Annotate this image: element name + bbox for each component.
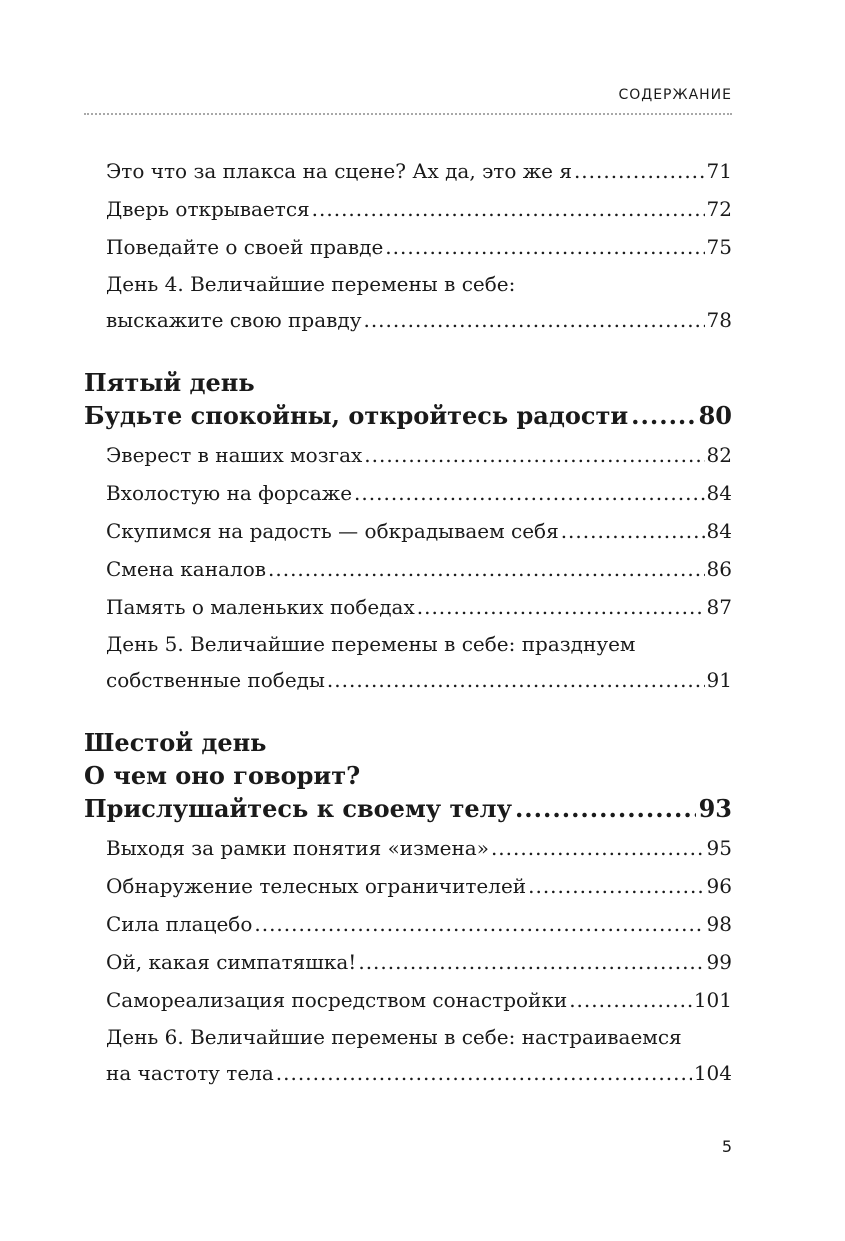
toc-leader	[358, 943, 704, 981]
toc-entry-page: 84	[706, 481, 732, 505]
toc-entry[interactable]	[106, 550, 732, 588]
toc-entry-page: 104	[693, 1061, 732, 1085]
toc-entry-title-line1: День 6. Величайшие перемены в себе: настраиваемся	[106, 1025, 682, 1049]
toc-section-5[interactable]	[84, 366, 732, 432]
toc-entry-page: 98	[706, 912, 732, 936]
toc-entry-title: Память о маленьких победах	[106, 595, 415, 619]
toc-entry-title-line2: выскажите свою правду	[106, 308, 362, 332]
running-head: СОДЕРЖАНИЕ	[618, 87, 732, 103]
toc-entry-multiline[interactable]	[106, 1019, 732, 1091]
toc-entry-page: 101	[693, 988, 732, 1012]
header-divider	[84, 113, 732, 115]
toc-leader	[254, 905, 704, 943]
toc-leader	[491, 829, 705, 867]
toc-entry-title: Дверь открывается	[106, 197, 310, 221]
toc-leader	[363, 302, 704, 338]
toc-entry-page: 91	[706, 668, 732, 692]
toc-entry[interactable]	[106, 829, 732, 867]
page-number: 5	[721, 1137, 732, 1156]
section-heading-line1: Шестой день	[84, 728, 267, 757]
toc-entry-title: Поведайте о своей правде	[106, 235, 384, 259]
section-heading-line2: О чем оно говорит?	[84, 761, 361, 790]
toc-leader	[327, 662, 705, 698]
toc-entry-title: Ой, какая симпатяшка!	[106, 950, 357, 974]
section-heading-line1: Пятый день	[84, 368, 255, 397]
toc-entry-title: Вхолостую на форсаже	[106, 481, 353, 505]
toc-entry-title: Сила плацебо	[106, 912, 253, 936]
toc-section-6[interactable]	[84, 726, 732, 825]
toc-entry[interactable]	[106, 152, 732, 190]
toc-entry-title: Обнаружение телесных ограничителей	[106, 874, 527, 898]
toc-entry-multiline[interactable]	[106, 266, 732, 338]
table-of-contents	[84, 152, 732, 1091]
section-page: 93	[698, 794, 732, 823]
toc-entry-page: 78	[706, 308, 732, 332]
toc-leader	[528, 867, 704, 905]
section-heading-line3: Прислушайтесь к своему телу	[84, 794, 512, 823]
toc-entry-title: Смена каналов	[106, 557, 266, 581]
toc-leader	[312, 190, 705, 228]
toc-leader	[364, 436, 704, 474]
toc-leader	[268, 550, 705, 588]
toc-leader	[569, 981, 692, 1019]
toc-leader	[354, 474, 705, 512]
toc-entry-page: 95	[706, 836, 732, 860]
toc-entry-page: 96	[706, 874, 732, 898]
toc-entry-page: 71	[706, 159, 732, 183]
toc-entry[interactable]	[106, 512, 732, 550]
toc-entry[interactable]	[106, 981, 732, 1019]
toc-entry-page: 99	[706, 950, 732, 974]
toc-entry-title: Это что за плакса на сцене? Ах да, это же я	[106, 159, 572, 183]
toc-entry-page: 82	[706, 443, 732, 467]
toc-entry-page: 75	[706, 235, 732, 259]
toc-entry-title: Выходя за рамки понятия «измена»	[106, 836, 489, 860]
toc-entry[interactable]	[106, 474, 732, 512]
toc-entry[interactable]	[106, 436, 732, 474]
toc-entry-page: 87	[706, 595, 732, 619]
toc-entry[interactable]	[106, 943, 732, 981]
toc-entry[interactable]	[106, 867, 732, 905]
section-page: 80	[698, 401, 732, 430]
toc-entry-page: 84	[706, 519, 732, 543]
toc-entry-multiline[interactable]	[106, 626, 732, 698]
toc-entry[interactable]	[106, 905, 732, 943]
toc-leader	[631, 399, 695, 432]
toc-entry-title-line2: на частоту тела	[106, 1061, 274, 1085]
toc-entry-title: Самореализация посредством сонастройки	[106, 988, 568, 1012]
toc-entry[interactable]	[106, 588, 732, 626]
toc-entry-page: 72	[706, 197, 732, 221]
section-heading-line2: Будьте спокойны, откройтесь радости	[84, 401, 629, 430]
toc-leader	[515, 792, 696, 825]
toc-entry-title: Скупимся на радость — обкрадываем себя	[106, 519, 559, 543]
toc-entry[interactable]	[106, 228, 732, 266]
toc-entry-title: Эверест в наших мозгах	[106, 443, 363, 467]
toc-leader	[417, 588, 705, 626]
toc-entry-title-line2: собственные победы	[106, 668, 325, 692]
toc-entry-title-line1: День 5. Величайшие перемены в себе: празднуем	[106, 632, 636, 656]
toc-entry-page: 86	[706, 557, 732, 581]
toc-leader	[561, 512, 705, 550]
toc-entry-title-line1: День 4. Величайшие перемены в себе:	[106, 272, 516, 296]
toc-leader	[276, 1055, 692, 1091]
toc-leader	[574, 152, 705, 190]
toc-leader	[385, 228, 704, 266]
toc-entry[interactable]	[106, 190, 732, 228]
